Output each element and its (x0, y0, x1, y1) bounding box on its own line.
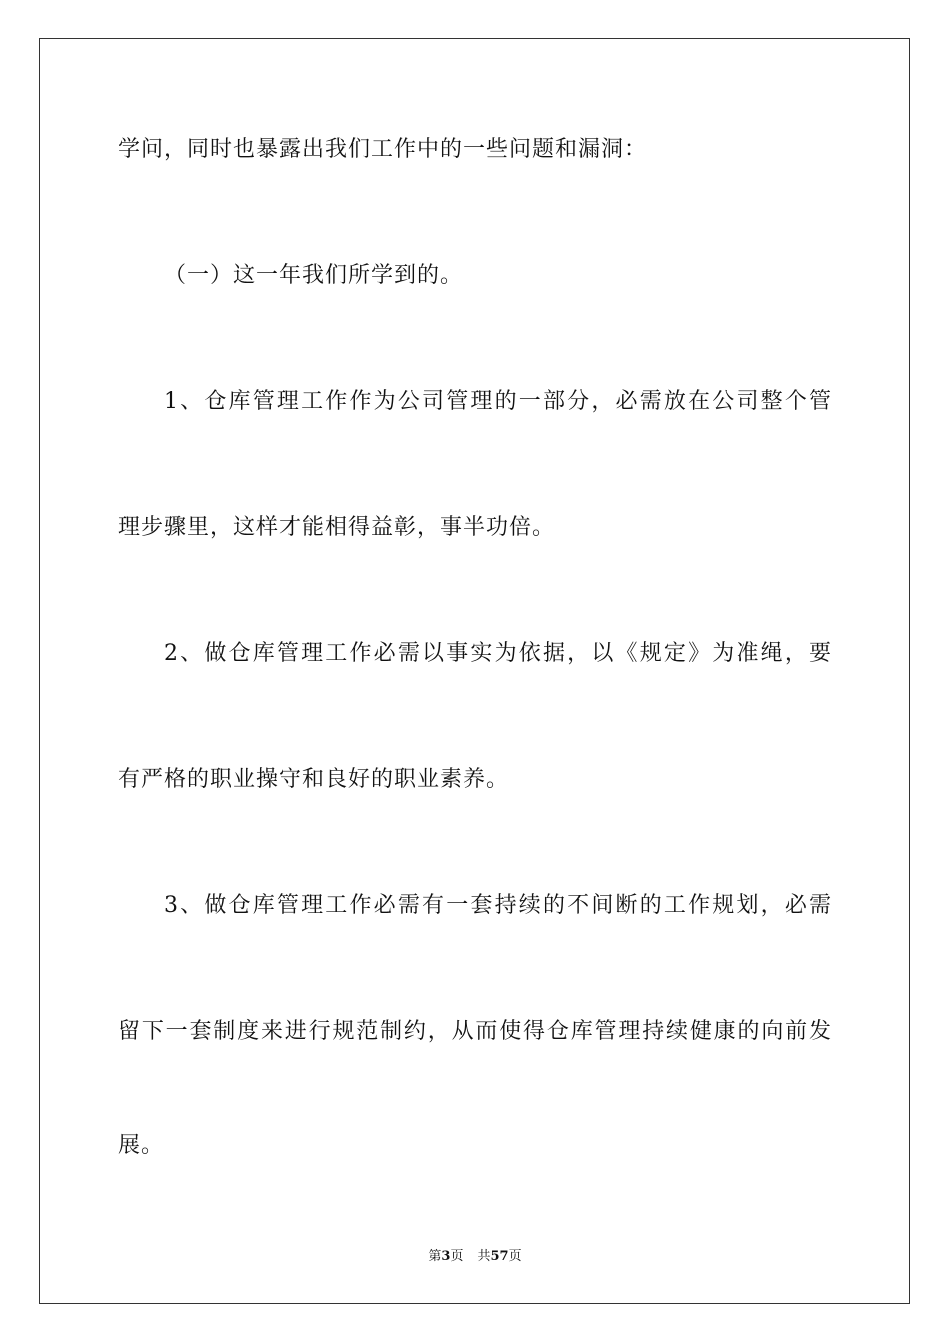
item-3-line-1: 3、做仓库管理工作必需有一套持续的不间断的工作规划，必需 (164, 893, 832, 918)
page-number: 3 (441, 1249, 451, 1264)
item-3-line-3: 展。 (118, 1133, 165, 1158)
total-prefix: 共 (477, 1249, 491, 1264)
total-pages: 57 (490, 1249, 509, 1264)
item-1-line-2: 理步骤里，这样才能相得益彰，事半功倍。 (118, 515, 556, 540)
item-3-line-2: 留下一套制度来进行规范制约，从而使得仓库管理持续健康的向前发 (118, 1019, 832, 1044)
section-heading: （一）这一年我们所学到的。 (164, 263, 464, 288)
page-suffix: 页 (450, 1249, 464, 1264)
item-2-line-1: 2、做仓库管理工作必需以事实为依据，以《规定》为准绳，要 (164, 641, 832, 666)
page-footer (0, 1248, 950, 1266)
item-2-line-2: 有严格的职业操守和良好的职业素养。 (118, 767, 510, 792)
page-prefix: 第 (428, 1249, 442, 1264)
item-1-line-1: 1、仓库管理工作作为公司管理的一部分，必需放在公司整个管 (164, 389, 832, 414)
total-suffix: 页 (508, 1249, 522, 1264)
page-border (39, 38, 910, 1304)
body-line-1: 学问，同时也暴露出我们工作中的一些问题和漏洞： (118, 137, 648, 162)
